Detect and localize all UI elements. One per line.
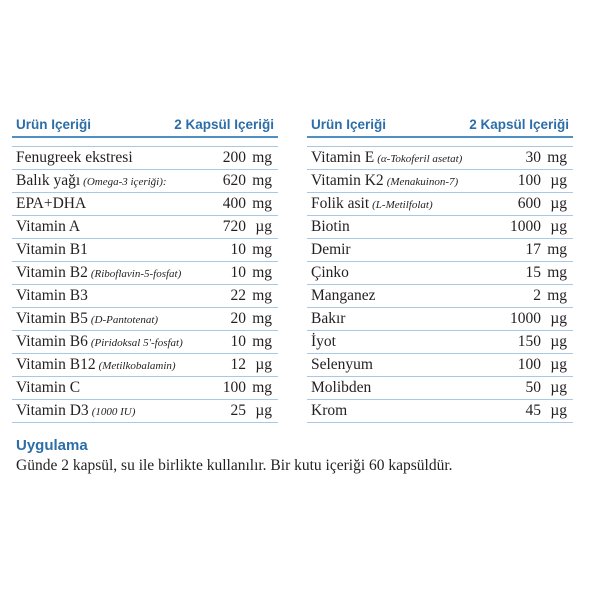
amount-unit: mg [252,195,272,212]
amount-unit: mg [252,310,272,327]
ingredient-name: Biotin [311,218,350,235]
amount-value: 22 [230,287,246,304]
ingredient-form: (1000 IU) [91,406,136,418]
amount-value: 25 [230,402,246,419]
ingredient-name: Demir [311,241,351,258]
ingredients-table-left [12,113,278,423]
amount-value: 1000 [510,218,541,235]
usage-title: Uygulama [16,437,88,454]
amount-value: 100 [517,356,541,373]
amount-cell [518,195,567,213]
ingredient-form: (D-Pantotenat) [90,314,159,326]
ingredient-name-cell [311,149,462,167]
ingredient-name-cell [311,310,345,328]
ingredient-form: (Metilkobalamin) [98,360,176,372]
ingredient-form: (Riboflavin-5-fosfat) [90,268,182,280]
ingredient-form: (Piridoksal 5′-fosfat) [90,337,183,349]
table-row [12,400,278,423]
table-row [12,285,278,308]
ingredient-name-cell [311,333,336,351]
amount-value: 12 [230,356,246,373]
table-row [307,400,573,423]
ingredient-name-cell [16,195,86,213]
ingredient-name: Vitamin B1 [16,241,88,258]
header-spacer [307,138,573,147]
amount-value: 17 [525,241,541,258]
amount-unit: mg [252,264,272,281]
ingredient-name: Vitamin D3 [16,402,89,419]
amount-unit: µg [550,218,567,235]
amount-cell [526,149,568,167]
amount-cell [526,241,568,259]
amount-cell [526,264,568,282]
ingredient-name: Vitamin B6 [16,333,88,350]
ingredient-name: Selenyum [311,356,373,373]
ingredient-name: Bakır [311,310,346,327]
amount-unit: mg [252,379,272,396]
table-row [12,193,278,216]
table-row [12,308,278,331]
ingredient-name: Manganez [311,287,376,304]
amount-value: 100 [517,172,541,189]
ingredient-name: Vitamin E [311,149,375,166]
amount-unit: µg [550,172,567,189]
amount-value: 100 [222,379,246,396]
ingredient-name-cell [16,287,88,305]
amount-value: 600 [517,195,541,212]
table-rows [12,147,278,423]
amount-value: 15 [525,264,541,281]
amount-unit: mg [252,241,272,258]
ingredient-name: Folik asit [311,195,370,212]
table-rows [307,147,573,423]
amount-unit: mg [547,149,567,166]
ingredient-name: Çinko [311,264,349,281]
table-row [307,170,573,193]
amount-unit: µg [550,195,567,212]
ingredient-name-cell [311,195,433,213]
ingredient-name: Krom [311,402,348,419]
table-row [12,331,278,354]
table-row [12,147,278,170]
ingredient-name: Vitamin B5 [16,310,88,327]
table-row [12,377,278,400]
ingredient-name: İyot [311,333,336,350]
ingredient-name-cell [311,172,458,190]
amount-cell [223,172,272,190]
amount-value: 2 [533,287,541,304]
header-amount: 2 Kapsül Içeriği [469,117,569,132]
ingredient-name: Molibden [311,379,372,396]
amount-unit: µg [255,356,272,373]
amount-value: 10 [230,241,246,258]
ingredient-name: Vitamin K2 [311,172,384,189]
ingredient-name-cell [16,149,133,167]
amount-cell [510,310,567,328]
amount-unit: µg [255,402,272,419]
amount-cell [518,356,567,374]
ingredient-name-cell [16,333,183,351]
amount-unit: mg [547,264,567,281]
amount-value: 20 [230,310,246,327]
amount-cell [526,379,568,397]
table-row [12,239,278,262]
amount-unit: µg [550,356,567,373]
amount-unit: mg [547,241,567,258]
table-row [307,216,573,239]
ingredient-name-cell [16,310,158,328]
amount-unit: mg [252,287,272,304]
amount-cell [223,218,272,236]
amount-value: 10 [230,264,246,281]
amount-cell [231,402,273,420]
table-row [307,331,573,354]
header-ingredient: Urün Içeriği [311,117,387,132]
amount-cell [231,241,273,259]
amount-unit: µg [550,402,567,419]
amount-cell [231,333,273,351]
table-row [12,262,278,285]
header-amount: 2 Kapsül Içeriği [174,117,274,132]
amount-unit: µg [255,218,272,235]
amount-cell [518,172,567,190]
header-spacer [12,138,278,147]
amount-unit: mg [252,149,272,166]
amount-cell [231,356,273,374]
amount-value: 50 [525,379,541,396]
amount-value: 400 [222,195,246,212]
amount-cell [223,379,272,397]
amount-unit: mg [547,287,567,304]
amount-unit: µg [550,379,567,396]
ingredient-name-cell [311,356,373,374]
ingredient-name-cell [16,356,176,374]
amount-value: 45 [525,402,541,419]
amount-cell [231,287,273,305]
ingredient-name: Vitamin B2 [16,264,88,281]
amount-cell [533,287,567,305]
ingredient-name-cell [311,241,351,259]
header-ingredient: Urün Içeriği [16,117,92,132]
amount-cell [526,402,568,420]
amount-value: 10 [230,333,246,350]
amount-unit: mg [252,333,272,350]
table-row [307,239,573,262]
table-row [307,262,573,285]
ingredient-name-cell [311,287,376,305]
ingredient-name: EPA+DHA [16,195,87,212]
ingredient-name-cell [16,264,181,282]
ingredient-name-cell [16,379,80,397]
table-row [12,354,278,377]
ingredient-name-cell [311,402,347,420]
amount-unit: µg [550,333,567,350]
amount-value: 200 [222,149,246,166]
amount-unit: mg [252,172,272,189]
amount-cell [223,149,272,167]
ingredient-name-cell [311,218,350,236]
table-header [12,113,278,138]
amount-value: 150 [517,333,541,350]
ingredient-name-cell [311,379,371,397]
ingredient-form: (L-Metilfolat) [372,199,433,211]
ingredient-name-cell [16,218,80,236]
amount-cell [510,218,567,236]
usage-text: Günde 2 kapsül, su ile birlikte kullanılır. Bir kutu içeriği 60 kapsüldür. [16,457,453,474]
ingredient-name-cell [16,402,135,420]
amount-value: 720 [222,218,246,235]
table-row [12,170,278,193]
ingredient-name: Vitamin C [16,379,81,396]
table-row [307,285,573,308]
table-row [307,308,573,331]
ingredient-form: (Menakuinon-7) [386,176,459,188]
amount-cell [518,333,567,351]
ingredient-name: Fenugreek ekstresi [16,149,133,166]
amount-value: 30 [525,149,541,166]
table-row [307,147,573,170]
table-header [307,113,573,138]
amount-cell [231,264,273,282]
table-row [307,193,573,216]
table-row [12,216,278,239]
ingredient-name: Vitamin A [16,218,81,235]
ingredient-form: (α-Tokoferil asetat) [377,153,463,165]
ingredient-name: Balık yağı [16,172,81,189]
amount-unit: µg [550,310,567,327]
ingredient-name: Vitamin B3 [16,287,88,304]
ingredient-name-cell [16,241,88,259]
ingredients-table-right [307,113,573,423]
amount-cell [231,310,273,328]
ingredient-name: Vitamin B12 [16,356,96,373]
table-row [307,377,573,400]
amount-value: 1000 [510,310,541,327]
ingredient-form: (Omega-3 içeriği): [83,176,167,188]
table-row [307,354,573,377]
amount-value: 620 [222,172,246,189]
amount-cell [223,195,272,213]
ingredient-name-cell [16,172,167,190]
ingredient-name-cell [311,264,349,282]
